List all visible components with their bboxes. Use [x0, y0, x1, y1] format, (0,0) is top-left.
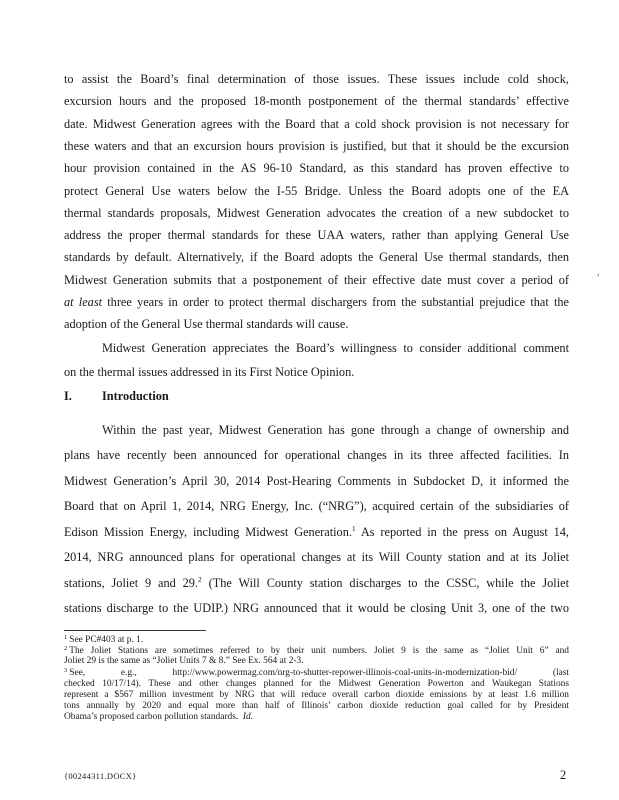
- body-line: Within the past year, Midwest Generation has gone through a change of ownership and: [102, 423, 569, 437]
- footnote-line: represent a $567 million investment by NRG that will reduce overall carbon dioxide emissions by at least 1.6 million: [64, 690, 569, 700]
- footnote-mark: 2: [64, 645, 68, 652]
- body-line: protect General Use waters below the I-55 Bridge. Unless the Board adopts one of the EA: [64, 184, 569, 198]
- body-line: Midwest Generation appreciates the Board’s willingness to consider additional comment: [102, 341, 569, 355]
- body-text: As reported in the press on August 14,: [355, 525, 569, 539]
- footnote-separator: [64, 630, 206, 631]
- section-title: Introduction: [102, 389, 169, 403]
- body-line: excursion hours and the proposed 18-month postponement of the thermal standards’ effective: [64, 94, 569, 108]
- footnote-text: Obama’s proposed carbon pollution standards.: [64, 712, 239, 722]
- section-number: I.: [64, 389, 72, 403]
- margin-mark: ,: [597, 267, 600, 278]
- body-line: Board that on April 1, 2014, NRG Energy, Inc. (“NRG”), acquired certain of the subsidiaries of: [64, 499, 569, 513]
- body-line: [64, 295, 569, 309]
- footnote-text: The Joliet Stations are sometimes referred to by their unit numbers. Joliet 9 is the same as “Joliet Unit 6” and: [69, 646, 569, 656]
- body-line: these waters and that an excursion hours provision is justified, but that it should be the excursion: [64, 139, 569, 153]
- body-line: [64, 273, 569, 287]
- footnote-line: tons annually by 2020 and equal more than half of Illinois’ carbon dioxide reduction goal called for by President: [64, 701, 569, 711]
- footnote-ref: 2: [198, 575, 202, 584]
- body-line: hour provision contained in the AS 96-10 Standard, as this standard has proven effective to: [64, 161, 569, 175]
- footnote-id: Id.: [242, 712, 254, 722]
- body-text: three years in order to protect thermal dischargers from the substantial prejudice that the: [107, 295, 570, 309]
- body-text: Edison Mission Energy, including Midwest Generation.: [64, 525, 352, 539]
- body-line: 2014, NRG announced plans for operational changes at its Will County station and at its Joliet: [64, 550, 569, 564]
- body-text: (The Will County station discharges to the CSSC, while the Joliet: [201, 576, 569, 590]
- body-line: [64, 576, 569, 590]
- body-text: Midwest Generation submits that a postponement of their effective date must cover a period of: [64, 273, 569, 287]
- footnote-ref: 1: [351, 524, 356, 533]
- body-line: to assist the Board’s final determination of those issues. These issues include cold shock,: [64, 72, 569, 86]
- body-line: address the proper thermal standards for these UAA waters, rather than applying General Use: [64, 228, 569, 242]
- body-line: plans have recently been announced for operational changes in its three affected facilities. In: [64, 448, 569, 462]
- body-line: on the thermal issues addressed in its First Notice Opinion.: [64, 365, 355, 379]
- footnote-text: See PC#403 at p. 1.: [69, 635, 144, 645]
- footnote: [64, 668, 569, 678]
- body-text: stations, Joliet 9 and 29.: [64, 576, 199, 590]
- footnote-mark: 1: [64, 634, 68, 641]
- footnote-mark: 3: [64, 667, 68, 674]
- body-line: thermal standards proposals, Midwest Generation advocates the creation of a new subdocket to: [64, 206, 569, 220]
- footnote-line: checked 10/17/14). These and other changes planned for the Midwest Generation Powerton and Waukegan Stations: [64, 679, 569, 689]
- footnote-text: See, e.g., http://www.powermag.com/nrg-to-shutter-repower-illinois-coal-units-in-modernization-bid/ (last: [69, 668, 569, 678]
- footnote-line: Joliet 29 is the same as “Joliet Units 7 & 8.” See Ex. 564 at 2-3.: [64, 656, 304, 666]
- emphasis-text: at least: [64, 295, 103, 309]
- body-line: date. Midwest Generation agrees with the Board that a cold shock provision is not necessary for: [64, 117, 569, 131]
- footnote: [64, 635, 569, 645]
- body-line: stations discharge to the UDIP.) NRG announced that it would be closing Unit 3, one of the two: [64, 601, 569, 615]
- body-line: standards by default. Alternatively, if the Board adopts the General Use thermal standards, then: [64, 250, 569, 264]
- body-line: adoption of the General Use thermal standards will cause.: [64, 317, 349, 331]
- body-line: [64, 525, 569, 539]
- body-line: Midwest Generation’s April 30, 2014 Post-Hearing Comments in Subdocket D, it informed the: [64, 474, 569, 488]
- document-number: {00244311.DOCX}: [64, 771, 137, 781]
- footnote: [64, 646, 569, 656]
- page-number: 2: [560, 768, 567, 782]
- footnote-line: [64, 712, 569, 722]
